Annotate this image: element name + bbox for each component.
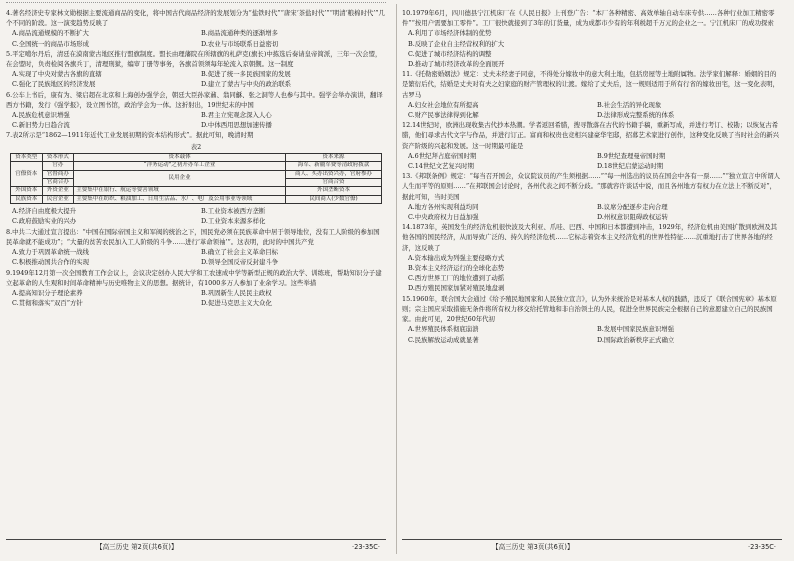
table-cell: 官督商办 xyxy=(42,170,74,178)
option-d: D.促进马克思主义大众化 xyxy=(201,299,272,308)
option-c: C.新旧势力日趋合流 xyxy=(12,121,70,130)
table-row xyxy=(11,195,382,203)
table-cell: “洋务运动”之初开办军工企业 xyxy=(74,162,286,170)
table-cell: 主要集中在银行、航运等要害领域 xyxy=(74,187,286,195)
page-label: 【高三历史 第2页(共6页)】 xyxy=(96,543,178,551)
question-9-options xyxy=(12,288,386,308)
question-14-options xyxy=(408,253,782,294)
table-cell: 海军、新疆军费等清政府拨款 xyxy=(286,162,382,170)
option-c: C.财产民事法律得到化解 xyxy=(408,111,479,120)
option-b: B.君主立宪观念深入人心 xyxy=(201,111,272,120)
option-a: A.商品流通规模的不断扩大 xyxy=(12,29,89,38)
option-d: D.农业与市场联系日益密切 xyxy=(201,39,279,48)
option-c: C.14世纪文艺复兴时期 xyxy=(408,162,474,171)
table-cell: 民用企业 xyxy=(74,170,286,187)
question-7-stem: 7.表2所示是“1862—1911年近代工业发展初期的资本结构形式”。据此可知，晚清时期 xyxy=(6,131,254,140)
table-header: 资本形式 xyxy=(42,153,74,161)
option-c: C.西方世界工厂的地位遭到了动摇 xyxy=(408,274,505,283)
question-13-stem: 13.《邦联条例》规定：“每当召开国会，众议院议员的产生须根据……”“每一州选出的议员在国会中各有一票……”“独立宣言中所谓人人生而平等的原则……”在邦联国会讨论时，各州代表之间不断分歧。“那就容许谈话中说，而且各州地方有权力在立法上不断反对”，据此可知，当时美国 xyxy=(402,172,780,201)
option-d: D.领导全国反帝反封建斗争 xyxy=(201,258,279,267)
table-header: 资本载体 xyxy=(74,153,286,161)
table-row xyxy=(11,162,382,170)
option-d: D.18世纪启蒙运动时期 xyxy=(597,162,664,171)
table-cell: 官僚资本 xyxy=(11,162,43,187)
table-row xyxy=(11,187,382,195)
option-b: B.促进了统一多民族国家的发展 xyxy=(201,70,291,79)
option-a: A.妇女社会地位有所提高 xyxy=(408,100,479,109)
question-6-stem: 6.公车上书后，康有为、梁启超在北京和上海创办强学会，朝廷大臣孙家鼐、翁同龢、张之洞等人也参与其中。强学会举办演讲，翻译西方书籍，发行《强学报》，设立图书馆，政治学会为一体。这折射出，19世纪末的中国 xyxy=(6,90,383,109)
question-12-stem: 12.14世纪时，欧洲出现收集古代抄本热潮。学者返回希腊，搜寻散落在古代的书籍手稿，重新写成，并进行考订、校勘；以恢复古希腊，他们尋求古代文字与作品，并进行订正。富商和权贵也竞相兴建豪华宅邸，招募艺术家进行创作，这种变化反映了当时社会的新兴资产阶级的兴起和发展。这一时期最可能是 xyxy=(402,121,780,150)
option-a: A.经济自由度极大提升 xyxy=(12,207,77,216)
option-c: C.民族解放运动成就显著 xyxy=(408,335,479,344)
option-b: B.商品流通种类的逐渐增多 xyxy=(201,29,279,38)
page-label: 【高三历史 第3页(共6页)】 xyxy=(492,543,574,551)
left-column xyxy=(6,8,386,308)
question-9-stem: 9.1949年12月第一次全国教育工作会议上，会议决定创办人民大学和工农速成中学等新型正规的政治大学、训练班，帮助知识分子建立起革命的人生观和时间革命精神与历史唯物主义的思想。据统计，有1000多万人参加了业余学习。这些举措 xyxy=(6,268,382,287)
option-a: A.实现了中央对蒙古各旗的直辖 xyxy=(12,70,102,79)
question-15-options xyxy=(408,324,782,344)
question-7-options xyxy=(12,206,386,226)
table-cell: 民营企业 xyxy=(42,195,74,203)
option-c: C.贯彻和落实“双百”方针 xyxy=(12,299,83,308)
capital-structure-table xyxy=(10,153,382,204)
table-header: 资本类型 xyxy=(11,153,43,161)
question-14-stem: 14.1873年，英国发生的经济危机很快波及大利亚、爪哇、巴西、中国和日本都遭到冲击，1929年，经济危机由美国扩散到欧洲及其他各国的国民经济，从而导致广泛的、持久的经济危机……它标志着资本主义经济危机的世界性特征……沉重地打击了世界各地的经济，这反映了 xyxy=(402,223,778,252)
option-b: B.社会生活的异化现象 xyxy=(597,100,662,109)
question-10-options xyxy=(408,28,782,69)
option-c: C.促进了城市经济结构的调整 xyxy=(408,49,492,58)
question-8-options xyxy=(12,247,386,267)
option-c: C.政府鼓励实业的兴办 xyxy=(12,217,77,226)
question-4-options xyxy=(12,28,386,48)
option-a: A.致力于巩固革命统一战线 xyxy=(12,248,89,257)
question-5-stem: 5.平定噶尔丹后，清廷在漠南蒙古地区推行盟旗制度。盟长由理藩院在所辖旗的札萨克(旗长)中拣选后奏请皇帝简派，三年一次会盟，在会盟时，负责检阅各旗兵丁，清理刑狱，编审丁册等事务，各旗首领须每年轮流入京朝觐。这一制度 xyxy=(6,49,382,69)
exam-code: ·23-35C· xyxy=(748,543,776,551)
question-4-stem: 4.著名经济史专家林文勋根据主要流通商品的变化，将中国古代商品经济的发展划分为“盐铁时代”“唐宋‘茶盐时代’”“明清‘粮棉时代’”几个不同的阶段。这一演变趋势反映了 xyxy=(6,9,385,28)
option-b: B.工业资本被西方垄断 xyxy=(201,207,266,216)
question-11-options xyxy=(408,100,782,120)
left-page-footer xyxy=(6,539,386,554)
question-11-stem: 11.《托勒密婚姻法》规定：丈夫未经妻子同意，不得处分嫁妆中的意大利土地，包括房屋等土地附属物。法学家们解释：婚姻的目的是繁衍后代，结婚是丈夫对有夫之妇家庭的财产管理权的让渡。嫁给了丈夫后，这一规则适用于所有行省的嫁妆田宅，这一变化表明，古罗马 xyxy=(402,70,780,99)
option-b: B.巩固新生人民民主政权 xyxy=(201,288,272,297)
option-d: D.中体西用思想加速传播 xyxy=(201,121,272,130)
right-column xyxy=(402,8,782,345)
table-cell: 民间商人(少数官僚) xyxy=(286,195,382,203)
option-b: B.资本主义经济运行的全球化态势 xyxy=(408,264,505,273)
option-c: C.中央政府权力日益加强 xyxy=(408,213,479,222)
table-cell: 官商合资 xyxy=(286,179,382,187)
question-13-options xyxy=(408,202,782,222)
option-a: A.资本输出成为列强主要侵略方式 xyxy=(408,253,505,262)
table-cell: 民族资本 xyxy=(11,195,43,203)
option-a: A.民族危机意识增强 xyxy=(12,111,70,120)
page-divider xyxy=(396,4,397,554)
top-edge xyxy=(6,2,386,6)
question-10-stem: 10.1979年6月，四川德县宁江机床厂在《人民日报》上刊登广告：“本厂各种精密、高效单轴自动车床专供……各种行业加工精密零件”“按用户需要加工零件”。工厂很快就接到了3年的订货量，成为成都市少有的年利税超千万元的企业之一。宁江机床厂的成功探索 xyxy=(402,9,775,28)
question-6-options xyxy=(12,110,386,130)
option-d: D.州权意识阻碍政权运转 xyxy=(597,213,668,222)
option-b: B.议席分配逐步走向合理 xyxy=(597,202,668,211)
option-c: C.强化了民族地区的经济发展 xyxy=(12,80,96,89)
table-cell: 官办 xyxy=(42,162,74,170)
option-d: D.工业资本来源多样化 xyxy=(201,217,266,226)
option-a: A.利用了市场经济体制的优势 xyxy=(408,29,492,38)
table-header: 资本来源 xyxy=(286,153,382,161)
question-15-stem: 15.1960年，联合国大会通过《给予殖民地国家和人民独立宣言》，认为外来统治是对基本人权的践踏，违反了《联合国宪章》基本原则；宗主国应采取措施无条件将所有权力移交给托管地和非自治领土的人民，促进全世界民族完全根据自己的意愿建立自己的民族国家。由此可见，20世纪60年代初 xyxy=(402,294,777,324)
table-caption: 表2 xyxy=(190,142,202,151)
option-d: D.推动了城市经济改革的全面展开 xyxy=(408,60,505,69)
table-header-row xyxy=(11,153,382,161)
option-b: B.9世纪查理曼帝国时期 xyxy=(597,151,666,160)
option-a: A.地方各州实现利益均同 xyxy=(408,202,479,211)
option-a: A.提高知识分子理论素养 xyxy=(12,288,83,297)
option-a: A.世界殖民体系彻底崩溃 xyxy=(408,325,479,334)
option-b: B.发展中国家民族意识增强 xyxy=(597,325,675,334)
question-12-options xyxy=(408,151,782,171)
table-cell: 外国垄断资本 xyxy=(286,187,382,195)
option-c: C.全国统一的商品市场形成 xyxy=(12,39,89,48)
option-a: A.6世纪拜占庭帝国时期 xyxy=(408,151,477,160)
option-d: D.建立了蒙古与中央的政治联系 xyxy=(201,80,292,89)
table-cell: 官商合办 xyxy=(42,179,74,187)
option-d: D.法律形成完整系统的体系 xyxy=(597,111,675,120)
exam-code: ·23-35C· xyxy=(352,543,380,551)
question-8-stem: 8.中共二大通过宣言提出：“中国在国际帝国主义和军阀的统治之下，国民党必须在民族革命中居于领导地位，没有工人阶级的参加国民革命就不能成功”；“大量的贫苦农民加入工人阶级的斗争……进行‘革命领袖’”。这表明，此时的中国共产党 xyxy=(6,227,380,246)
option-c: C.积极推动国共合作的实现 xyxy=(12,258,89,267)
option-b: B.反映了企业自主经营权利的扩大 xyxy=(408,39,505,48)
question-5-options xyxy=(12,69,386,89)
table-row xyxy=(11,170,382,178)
table-cell: 主要集中在纺织、粮油加工、日用生活品、水厂、电厂及公用事业等领域 xyxy=(74,195,286,203)
option-d: D.西方殖民国家加紧对殖民地盘剥 xyxy=(408,284,505,293)
option-d: D.国际政治新秩序正式确立 xyxy=(597,335,675,344)
table-cell: 商人、买办出资兴办，官府参办 xyxy=(286,170,382,178)
table-cell: 外国资本 xyxy=(11,187,43,195)
option-b: B.确立了社会主义革命目标 xyxy=(201,248,279,257)
right-page-footer xyxy=(402,539,782,554)
table-cell: 外资企业 xyxy=(42,187,74,195)
